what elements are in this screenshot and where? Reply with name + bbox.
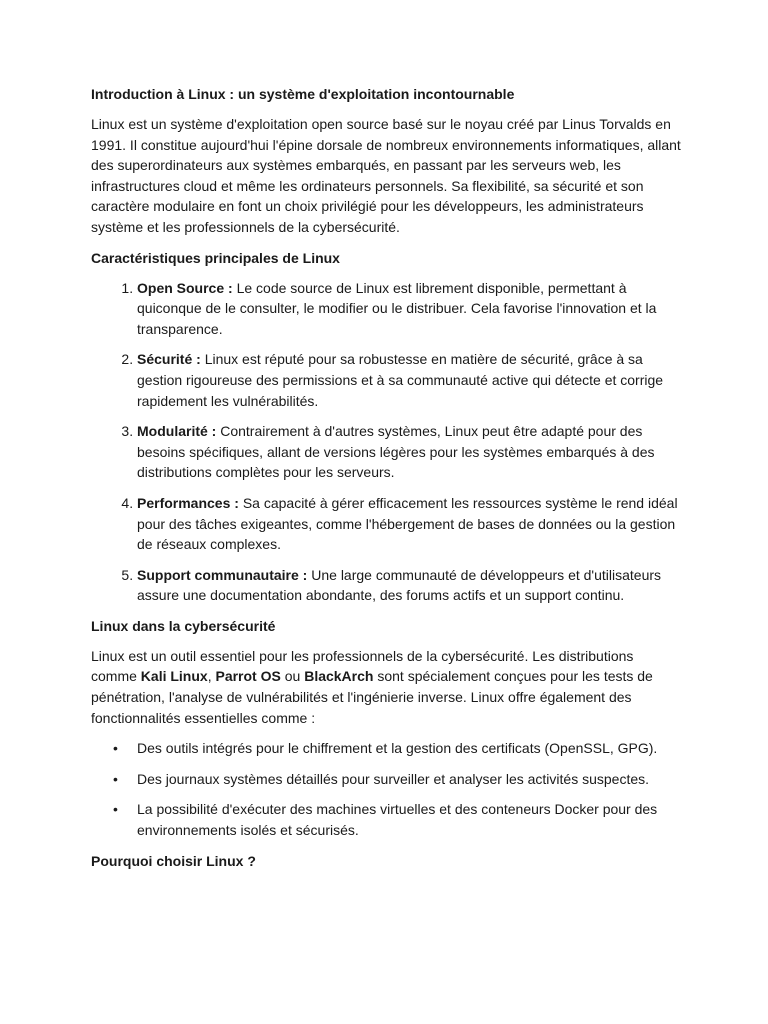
feature-term: Support communautaire :	[137, 566, 308, 583]
separator: ou	[280, 668, 305, 685]
features-heading: Caractéristiques principales de Linux	[91, 249, 340, 266]
feature-item-open-source	[137, 278, 681, 340]
intro-heading: Introduction à Linux : un système d'exploitation incontournable	[91, 86, 515, 102]
feature-item-security	[137, 349, 681, 411]
feature-text: Linux est réputé pour sa robustesse en matière de sécurité, grâce à sa gestion rigoureuse des permissions et à sa communauté active qui détecte et corrige rapidement les vulnérabilités.	[137, 351, 664, 409]
document-body	[91, 84, 681, 881]
cyber-bullet-list	[91, 738, 681, 840]
features-list	[91, 278, 681, 606]
bullet-item	[113, 799, 681, 840]
feature-item-community	[137, 565, 681, 606]
bullet-item	[113, 769, 681, 790]
separator: ,	[207, 668, 216, 685]
feature-text: Sa capacité à gérer efficacement les ressources système le rend idéal pour des tâches exigeantes, comme l'hébergement de bases de données ou la gestion de réseaux complexes.	[137, 494, 678, 553]
cyber-paragraph	[91, 646, 681, 728]
cyber-text: sont spécialement conçues pour les tests de pénétration, l'analyse de vulnérabilités et l'ingénierie inverse. Linux offre également des fonctionnalités essentielles comme :	[91, 668, 653, 726]
cyber-text: Linux est un outil essentiel pour les professionnels de la cybersécurité. Les distributions comme	[91, 647, 634, 685]
feature-item-modularity	[137, 421, 681, 483]
intro-paragraph: Linux est un système d'exploitation open source basé sur le noyau créé par Linus Torvalds en 1991. Il constitue aujourd'hui l'épine dorsale de nombreux environnements informatiques, allant des superordinateurs aux systèmes embarqués, en passant par les serveurs web, les infrastructures cloud et même les ordinateurs personnels. Sa flexibilité, sa sécurité et son caractère modulaire en font un choix privilégié pour les développeurs, les administrateurs système et les professionnels de la cybersécurité.	[91, 116, 681, 235]
distribution-blackarch: BlackArch	[304, 668, 374, 685]
feature-text: Le code source de Linux est librement disponible, permettant à quiconque de le consulter, le modifier ou le distribuer. Cela favorise l'innovation et la transparence.	[137, 279, 657, 337]
distribution-parrot: Parrot OS	[215, 668, 281, 685]
feature-text: Une large communauté de développeurs et d'utilisateurs assure une documentation abondante, des forums actifs et un support continu.	[137, 566, 662, 604]
bullet-text: La possibilité d'exécuter des machines virtuelles et des conteneurs Docker pour des environnements isolés et sécurisés.	[137, 801, 658, 839]
bullet-text: Des outils intégrés pour le chiffrement et la gestion des certificats (OpenSSL, GPG).	[137, 740, 658, 757]
bullet-item	[113, 738, 681, 759]
bullet-icon: •	[113, 770, 118, 787]
feature-term: Modularité :	[137, 423, 217, 440]
bullet-icon: •	[113, 740, 118, 757]
feature-text: Contrairement à d'autres systèmes, Linux peut être adapté pour des besoins spécifiques, allant de versions légères pour les systèmes embarqués à des distributions complètes pour les serveurs.	[137, 423, 655, 481]
feature-item-performance	[137, 493, 681, 555]
bullet-text: Des journaux systèmes détaillés pour surveiller et analyser les activités suspectes.	[137, 770, 650, 787]
distribution-kali: Kali Linux	[140, 668, 208, 685]
cyber-heading: Linux dans la cybersécurité	[91, 617, 276, 634]
feature-term: Open Source :	[137, 279, 233, 296]
bullet-icon: •	[113, 801, 118, 818]
feature-term: Sécurité :	[137, 351, 201, 368]
feature-term: Performances :	[137, 494, 239, 511]
why-heading: Pourquoi choisir Linux ?	[91, 852, 256, 869]
